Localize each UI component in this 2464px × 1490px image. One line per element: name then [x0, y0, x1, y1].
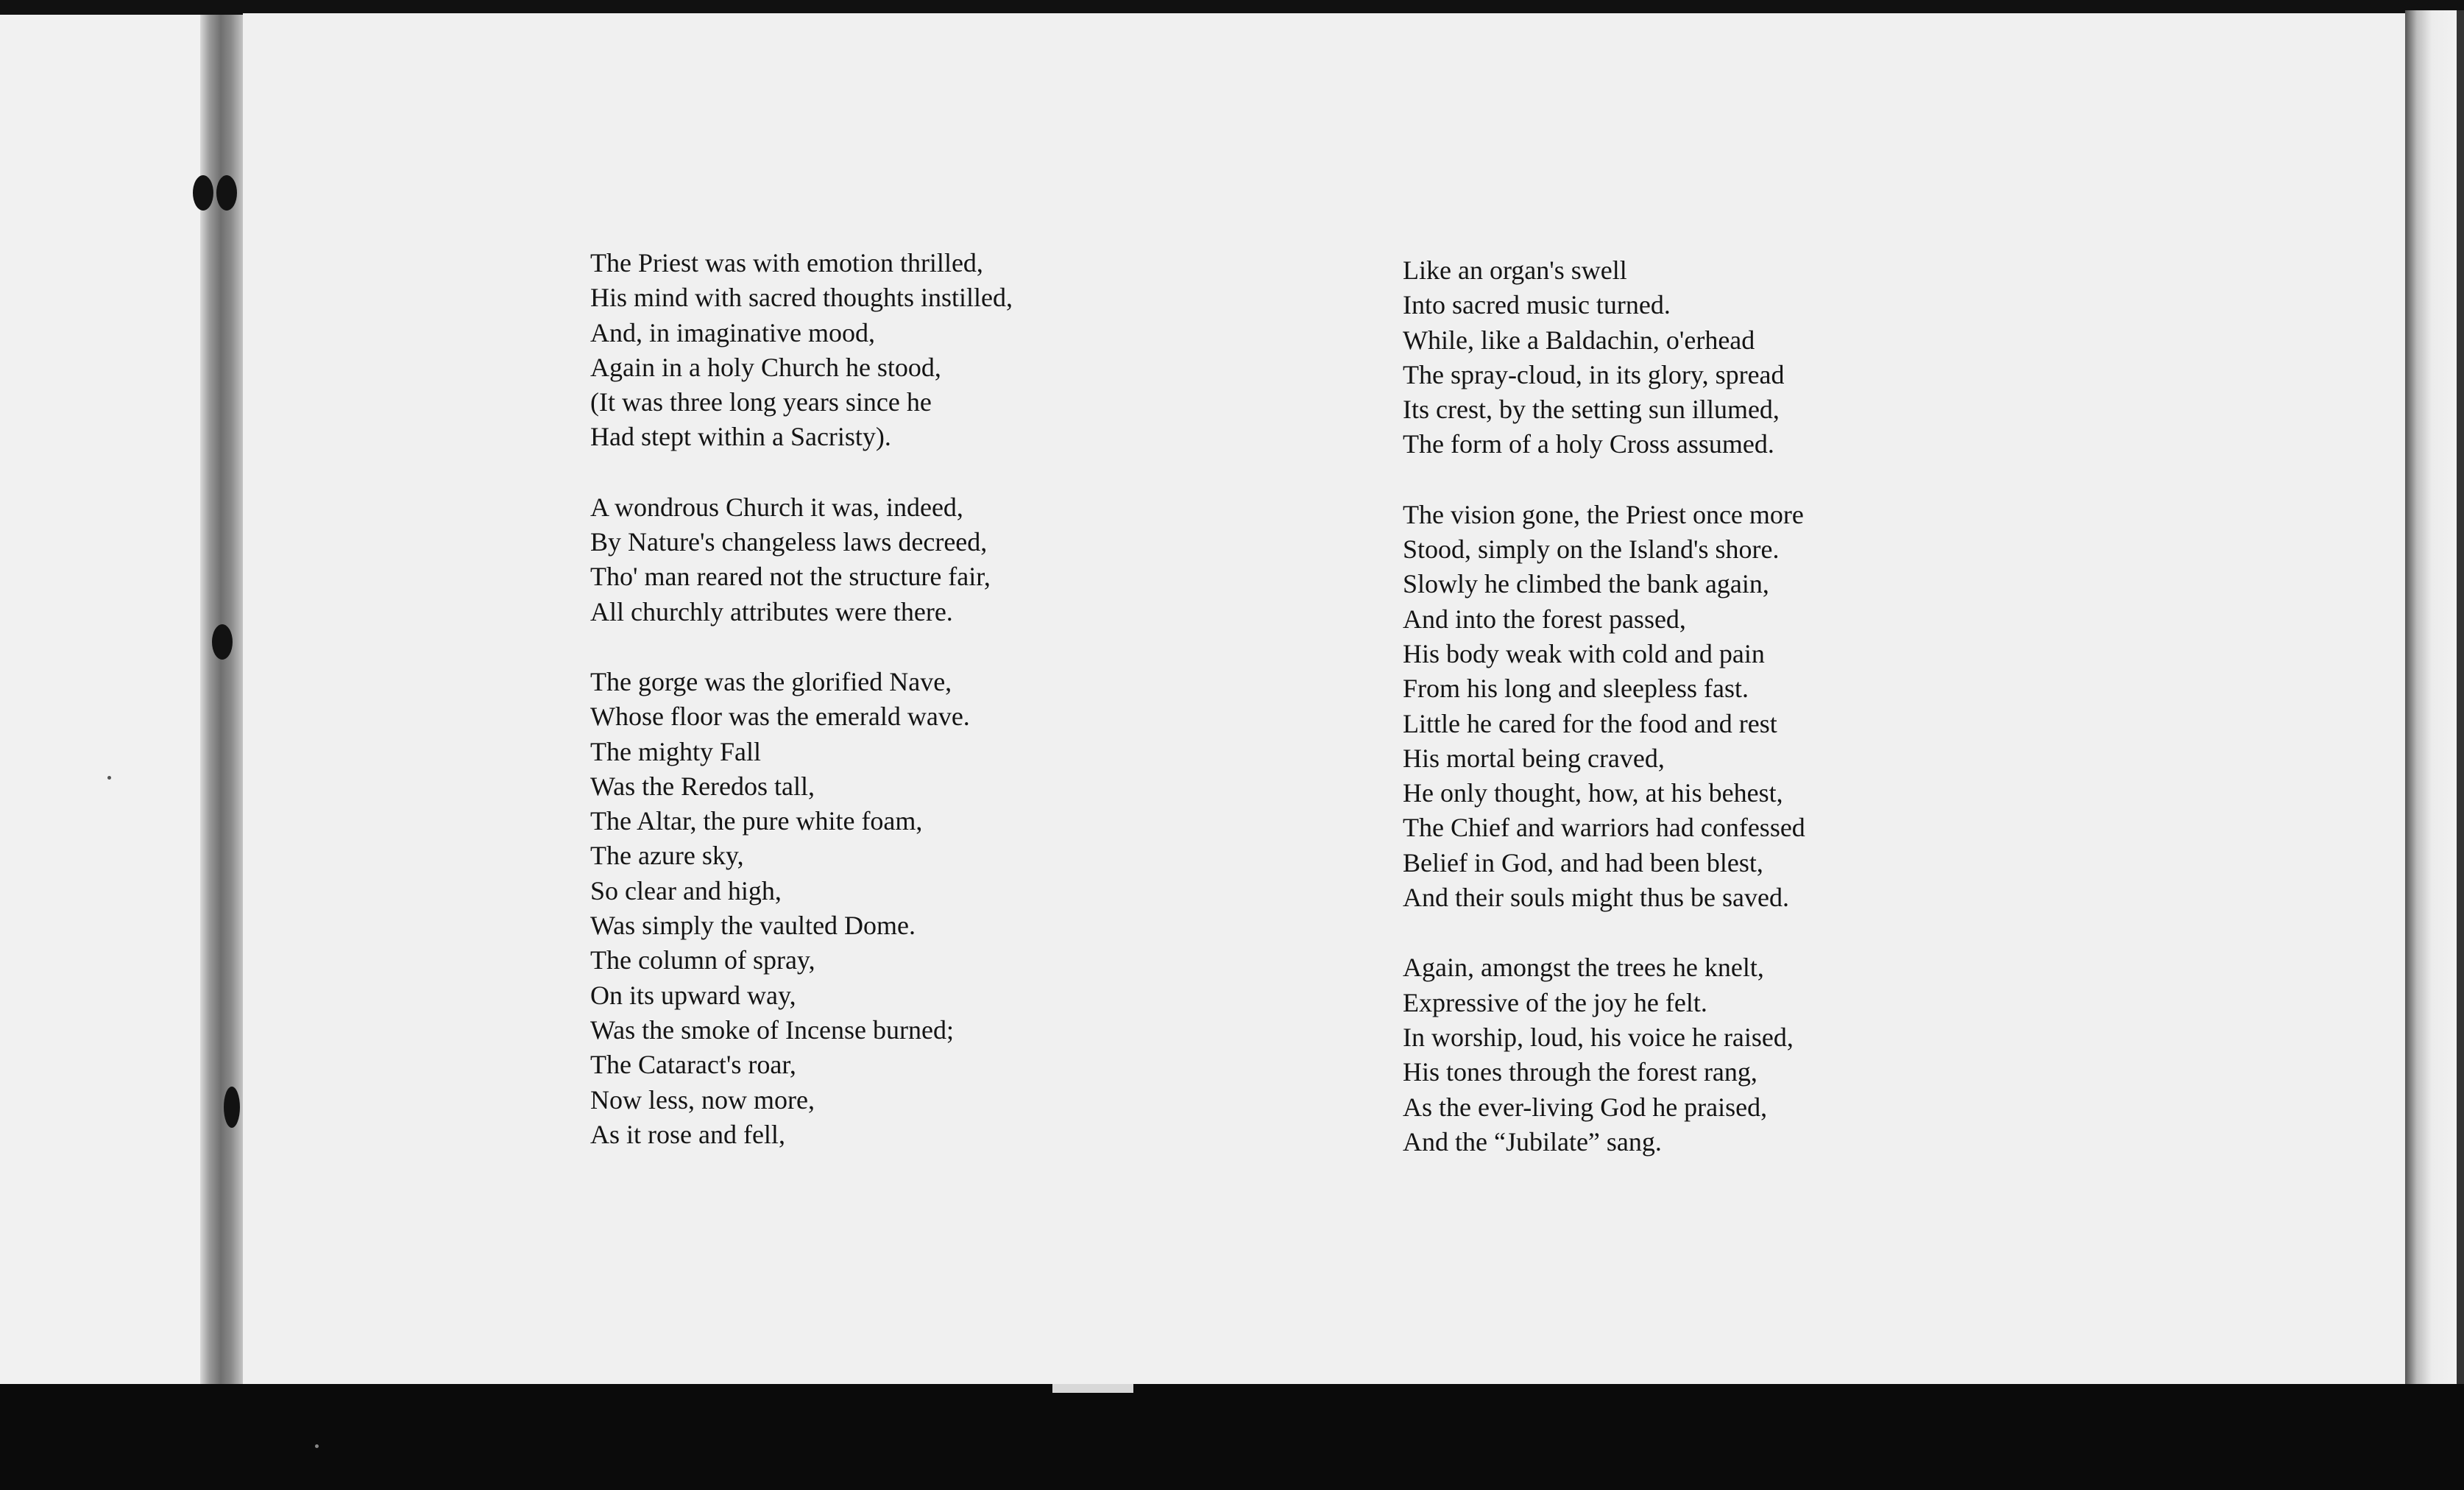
binding-hole-top-left	[193, 175, 213, 211]
poem-line: All churchly attributes were there.	[590, 596, 953, 626]
poem-line: The vision gone, the Priest once more	[1403, 499, 1804, 529]
poem-line: His tones through the forest rang,	[1403, 1057, 1757, 1087]
poem-line: Little he cared for the food and rest	[1403, 708, 1777, 738]
poem-line: On its upward way,	[590, 980, 796, 1010]
poem-line: Stood, simply on the Island's shore.	[1403, 534, 1780, 565]
poem-line: The mighty Fall	[590, 736, 761, 766]
paper-speck	[107, 776, 111, 780]
poem-line: Belief in God, and had been blest,	[1403, 847, 1763, 878]
poem-line: So clear and high,	[590, 875, 782, 905]
poem-line: His mortal being craved,	[1403, 743, 1665, 773]
poem-line: (It was three long years since he	[590, 387, 932, 417]
poem-line: Again in a holy Church he stood,	[590, 352, 941, 382]
poem-line: His body weak with cold and pain	[1403, 638, 1765, 668]
poem-line: Its crest, by the setting sun illumed,	[1403, 395, 1780, 425]
stanza	[590, 665, 1013, 1152]
poem-line: And, in imaginative mood,	[590, 317, 875, 347]
poem-line: As the ever-living God he praised,	[1403, 1092, 1768, 1122]
binding-hole-top-right	[216, 175, 237, 211]
poem-line: His mind with sacred thoughts instilled,	[590, 283, 1013, 313]
scan-border-bottom	[0, 1384, 2464, 1490]
poem-line: The form of a holy Cross assumed.	[1403, 429, 1774, 459]
poem-line: And their souls might thus be saved.	[1403, 883, 1789, 913]
stanza	[590, 490, 1013, 629]
poem-line: Whose floor was the emerald wave.	[590, 702, 970, 732]
poem-line: The Priest was with emotion thrilled,	[590, 248, 983, 278]
poem-line: From his long and sleepless fast.	[1403, 674, 1749, 704]
left-page-leaf	[0, 15, 205, 1395]
stanza	[1403, 950, 1805, 1159]
binding-hole-middle	[212, 624, 233, 660]
poem-line: Had stept within a Sacristy).	[590, 422, 891, 452]
poem-line: The Chief and warriors had confessed	[1403, 813, 1805, 843]
binding-hole-bottom	[224, 1087, 240, 1128]
scan-border-top	[0, 0, 2464, 15]
poem-line: A wondrous Church it was, indeed,	[590, 492, 963, 522]
page-edge-tab	[1052, 1384, 1133, 1393]
poem-line: The spray-cloud, in its glory, spread	[1403, 359, 1785, 389]
poem-column-left	[590, 246, 1013, 1187]
poem-line: Was the Reredos tall,	[590, 771, 815, 801]
page-edge-right	[2405, 10, 2464, 1394]
poem-line: The column of spray,	[590, 945, 815, 975]
poem-line: The gorge was the glorified Nave,	[590, 666, 952, 696]
poem-line: Tho' man reared not the structure fair,	[590, 562, 991, 592]
poem-line: Slowly he climbed the bank again,	[1403, 569, 1769, 599]
poem-line: Was the smoke of Incense burned;	[590, 1014, 954, 1045]
poem-line: While, like a Baldachin, o'erhead	[1403, 325, 1755, 355]
poem-line: Expressive of the joy he felt.	[1403, 987, 1707, 1017]
poem-line: The azure sky,	[590, 841, 744, 871]
stanza	[590, 246, 1013, 455]
stanza	[1403, 253, 1805, 462]
poem-line: And the “Jubilate” sang.	[1403, 1126, 1662, 1157]
poem-line: Into sacred music turned.	[1403, 290, 1671, 320]
right-page	[243, 13, 2418, 1386]
poem-line: Like an organ's swell	[1403, 255, 1627, 285]
poem-line: And into the forest passed,	[1403, 604, 1686, 634]
poem-line: As it rose and fell,	[590, 1119, 785, 1149]
poem-line: Was simply the vaulted Dome.	[590, 911, 916, 941]
stanza	[1403, 498, 1805, 916]
poem-line: He only thought, how, at his behest,	[1403, 778, 1783, 808]
poem-line: Now less, now more,	[590, 1084, 815, 1115]
poem-line: The Cataract's roar,	[590, 1050, 796, 1080]
paper-speck	[315, 1444, 319, 1448]
poem-line: By Nature's changeless laws decreed,	[590, 527, 988, 557]
poem-column-right	[1403, 253, 1805, 1195]
poem-line: In worship, loud, his voice he raised,	[1403, 1022, 1794, 1052]
poem-line: The Altar, the pure white foam,	[590, 806, 923, 836]
poem-line: Again, amongst the trees he knelt,	[1403, 953, 1764, 983]
